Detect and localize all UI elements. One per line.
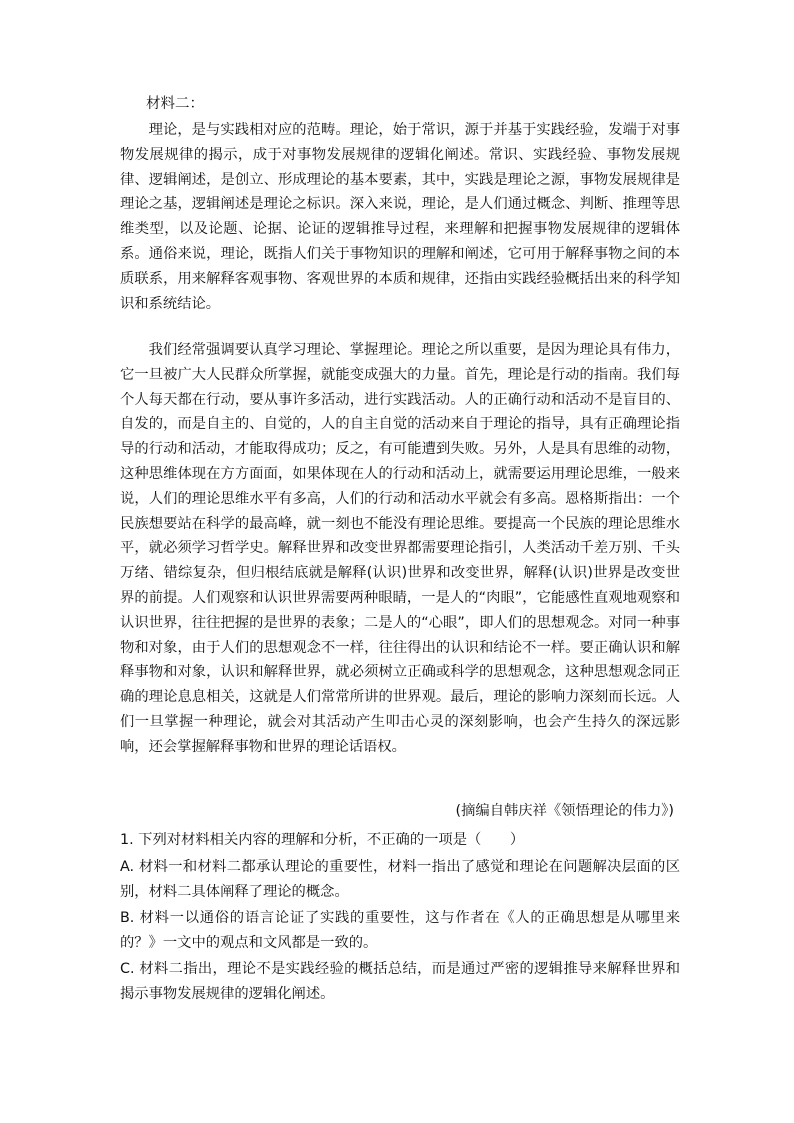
question-stem: 1. 下列对材料相关内容的理解和分析，不正确的一项是（ ） [120, 832, 525, 848]
material-heading: 材料二： [146, 96, 204, 112]
option-b: B. 材料一以通俗的语言论证了实践的重要性，这与作者在《人的正确思想是从哪里来的？》一文中的观点和文风都是一致的。 [120, 910, 680, 951]
option-c: C. 材料二指出，理论不是实践经验的概括总结，而是通过严密的逻辑推导来解释世界和揭示事物发展规律的逻辑化阐述。 [120, 961, 680, 1002]
paragraph-theory-definition: 理论，是与实践相对应的范畴。理论，始于常识，源于并基于实践经验，发端于对事物发展规律的揭示，成于对事物发展规律的逻辑化阐述。常识、实践经验、事物发展规律、逻辑阐述，是创立、形成理论的基本要素，其中，实践是理论之源，事物发展规律是理论之基，逻辑阐述是理论之标识。深入来说，理论，是人们通过概念、判断、推理等思维类型，以及论题、论据、论证的逻辑推导过程，来理解和把握事物发展规律的逻辑体系。通俗来说，理论，既指人们关于事物知识的理解和阐述，它可用于解释事物之间的本质联系，用来解释客观事物、客观世界的本质和规律，还指由实践经验概括出来的科学知识和系统结论。 [120, 122, 680, 312]
paragraph-theory-importance: 我们经常强调要认真学习理论、掌握理论。理论之所以重要，是因为理论具有伟力，它一旦被广大人民群众所掌握，就能变成强大的力量。首先，理论是行动的指南。我们每个人每天都在行动，要从事许多活动，进行实践活动。人的正确行动和活动不是盲目的、自发的，而是自主的、自觉的，人的自主自觉的活动来自于理论的指导，具有正确理论指导的行动和活动，才能取得成功；反之，有可能遭到失败。另外，人是具有思维的动物，这种思维体现在方方面面，如果体现在人的行动和活动上，就需要运用理论思维，一般来说，人们的理论思维水平有多高，人们的行动和活动水平就会有多高。恩格斯指出：一个民族想要站在科学的最高峰，就一刻也不能没有理论思维。要提高一个民族的理论思维水平，就必须学习哲学史。解释世界和改变世界都需要理论指引，人类活动千差万别、千头万绪、错综复杂，但归根结底就是解释(认识)世界和改变世界，解释(认识)世界是改变世界的前提。人们观察和认识世界需要两种眼睛，一是人的“肉眼”，它能感性直观地观察和认识世界，往往把握的是世界的表象；二是人的“心眼”，即人们的思想观念。对同一种事物和对象，由于人们的思想观念不一样，往往得出的认识和结论不一样。要正确认识和解释事物和对象，认识和解释世界，就必须树立正确或科学的思想观念，这种思想观念同正确的理论息息相关，这就是人们常常所讲的世界观。最后，理论的影响力深刻而长远。人们一旦掌握一种理论，就会对其活动产生叩击心灵的深刻影响，也会产生持久的深远影响，还会掌握解释事物和世界的理论话语权。 [120, 342, 680, 755]
source-citation: (摘编自韩庆祥《领悟理论的伟力》) [455, 803, 674, 819]
option-a: A. 材料一和材料二都承认理论的重要性，材料一指出了感觉和理论在问题解决层面的区别，材料二具体阐释了理论的概念。 [120, 859, 680, 900]
